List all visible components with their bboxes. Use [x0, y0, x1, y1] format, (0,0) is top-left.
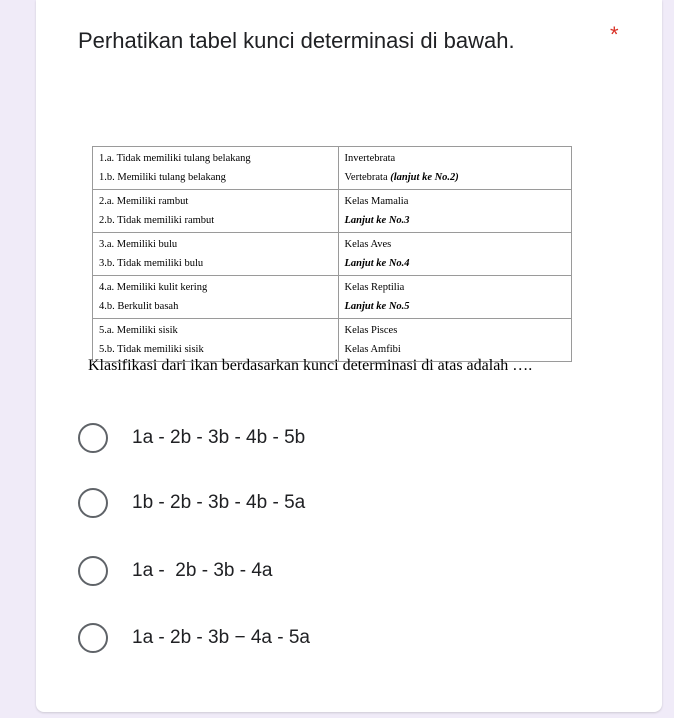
result-5a: Kelas Pisces — [344, 325, 398, 336]
table-cell-results — [338, 190, 572, 233]
result-1b-note: (lanjut ke No.2) — [390, 172, 459, 183]
radio-button-icon[interactable] — [78, 556, 108, 586]
step-1a: 1.a. Tidak memiliki tulang belakang — [99, 153, 251, 164]
result-2a: Kelas Mamalia — [344, 196, 409, 207]
step-3b: 3.b. Tidak memiliki bulu — [99, 258, 204, 269]
answer-option[interactable] — [78, 485, 305, 521]
determination-key-table — [92, 146, 572, 362]
table-caption: Klasifikasi dari ikan berdasarkan kunci determinasi di atas adalah …. — [88, 357, 533, 374]
table-cell-results — [338, 276, 572, 319]
result-1b-text: Vertebrata — [344, 172, 391, 183]
step-3a: 3.a. Memiliki bulu — [99, 239, 178, 250]
answer-option-label: 1a - 2b - 3b - 4a — [132, 560, 273, 581]
result-3b: Lanjut ke No.4 — [344, 258, 410, 269]
table-cell-steps — [93, 190, 339, 233]
answer-option-label: 1a - 2b - 3b - 4b - 5b — [132, 427, 306, 448]
result-4a: Kelas Reptilia — [344, 282, 405, 293]
step-1b: 1.b. Memiliki tulang belakang — [99, 172, 226, 183]
table-cell-results — [338, 233, 572, 276]
table-row — [93, 276, 572, 319]
step-2b: 2.b. Tidak memiliki rambut — [99, 215, 215, 226]
table-cell-steps — [93, 276, 339, 319]
answer-option[interactable] — [78, 420, 305, 456]
question-title: Perhatikan tabel kunci determinasi di bawah. — [78, 28, 515, 53]
table-cell-steps — [93, 319, 339, 362]
table-row — [93, 190, 572, 233]
result-1a: Invertebrata — [344, 153, 396, 164]
table-row — [93, 319, 572, 362]
table-cell-steps — [93, 147, 339, 190]
table-cell-results — [338, 147, 572, 190]
step-4b: 4.b. Berkulit basah — [99, 301, 179, 312]
radio-button-icon[interactable] — [78, 488, 108, 518]
answer-option-label: 1b - 2b - 3b - 4b - 5a — [132, 492, 306, 513]
required-asterisk: * — [610, 22, 619, 47]
question-card — [36, 0, 662, 712]
result-5b: Kelas Amfibi — [344, 344, 401, 355]
step-5b: 5.b. Tidak memiliki sisik — [99, 344, 204, 355]
result-1b — [345, 168, 566, 187]
answer-option-label: 1a - 2b - 3b − 4a - 5a — [132, 627, 310, 648]
answer-option[interactable] — [78, 553, 272, 589]
radio-button-icon[interactable] — [78, 423, 108, 453]
radio-button-icon[interactable] — [78, 623, 108, 653]
table-cell-results — [338, 319, 572, 362]
result-4b: Lanjut ke No.5 — [344, 301, 410, 312]
step-5a: 5.a. Memiliki sisik — [99, 325, 178, 336]
result-2b: Lanjut ke No.3 — [344, 215, 410, 226]
table-cell-steps — [93, 233, 339, 276]
step-2a: 2.a. Memiliki rambut — [99, 196, 189, 207]
table-row — [93, 147, 572, 190]
step-4a: 4.a. Memiliki kulit kering — [99, 282, 208, 293]
table-row — [93, 233, 572, 276]
result-3a: Kelas Aves — [344, 239, 392, 250]
answer-option[interactable] — [78, 620, 310, 656]
